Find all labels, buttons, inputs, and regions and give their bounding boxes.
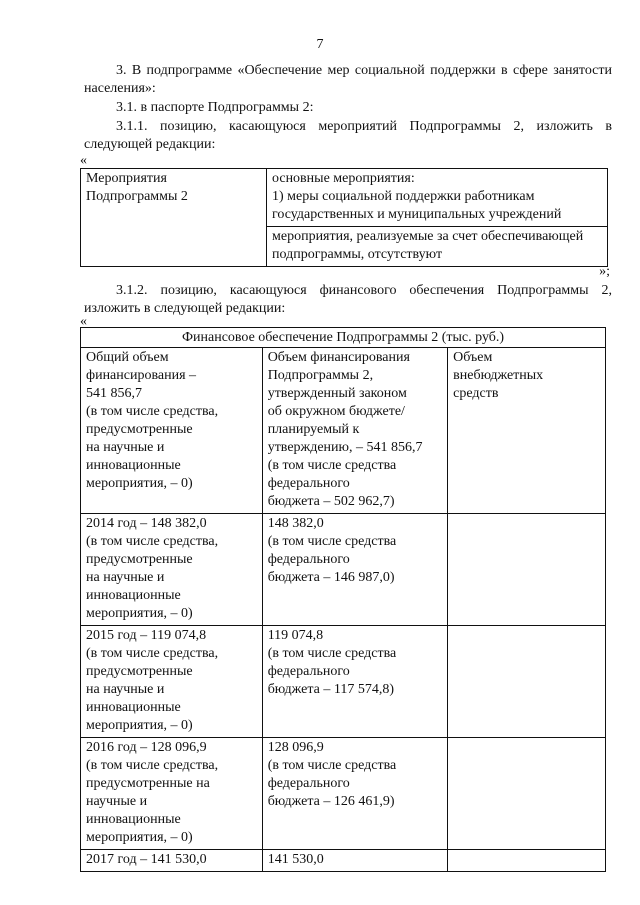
year-budget-cell: 119 074,8 (в том числе средства федерального бюджета – 117 574,8) (262, 626, 447, 738)
open-quote: « (80, 153, 87, 168)
year-extrabudget-cell (448, 626, 606, 738)
table-row (81, 850, 606, 872)
paragraph-3-1: 3.1. в паспорте Подпрограммы 2: (116, 100, 314, 115)
year-extrabudget-cell (448, 738, 606, 850)
financing-table-title: Финансовое обеспечение Подпрограммы 2 (тыс. руб.) (81, 328, 606, 348)
main-measures-cell: основные мероприятия: 1) меры социальной поддержки работникам государственных и муниципальных учреждений (267, 169, 608, 227)
financing-table (80, 327, 606, 872)
total-financing-cell: Общий объем финансирования – 541 856,7 (в том числе средства, предусмотренные на научные и инновационные мероприятия, – 0) (81, 348, 263, 514)
paragraph-3-1-2: 3.1.2. позицию, касающуюся финансового обеспечения Подпрограммы 2, изложить в следующей редакции: (84, 283, 612, 316)
table-header-row (81, 348, 606, 514)
measures-table (80, 168, 608, 267)
year-budget-cell: 141 530,0 (262, 850, 447, 872)
table-row (81, 514, 606, 626)
measures-label-cell: Мероприятия Подпрограммы 2 (81, 169, 267, 267)
close-quote: »; (599, 264, 610, 279)
year-total-cell: 2016 год – 128 096,9 (в том числе средства, предусмотренные на научные и инновационные мероприятия, – 0) (81, 738, 263, 850)
supporting-measures-cell: мероприятия, реализуемые за счет обеспечивающей подпрограммы, отсутствуют (267, 227, 608, 267)
table-title-row (81, 328, 606, 348)
table-row (81, 626, 606, 738)
year-extrabudget-cell (448, 850, 606, 872)
year-extrabudget-cell (448, 514, 606, 626)
page-number: 7 (316, 37, 324, 52)
year-total-cell: 2015 год – 119 074,8 (в том числе средства, предусмотренные на научные и инновационные мероприятия, – 0) (81, 626, 263, 738)
year-total-cell: 2014 год – 148 382,0 (в том числе средства, предусмотренные на научные и инновационные мероприятия, – 0) (81, 514, 263, 626)
paragraph-3: 3. В подпрограмме «Обеспечение мер социальной поддержки в сфере занятости населения»: (84, 63, 612, 96)
table-row (81, 738, 606, 850)
year-budget-cell: 148 382,0 (в том числе средства федерального бюджета – 146 987,0) (262, 514, 447, 626)
open-quote-2: « (80, 314, 87, 329)
extrabudgetary-cell: Объем внебюджетных средств (448, 348, 606, 514)
table-row (81, 169, 608, 227)
paragraph-3-1-1: 3.1.1. позицию, касающуюся мероприятий Подпрограммы 2, изложить в следующей редакции: (84, 119, 612, 152)
year-budget-cell: 128 096,9 (в том числе средства федерального бюджета – 126 461,9) (262, 738, 447, 850)
year-total-cell: 2017 год – 141 530,0 (81, 850, 263, 872)
approved-financing-cell: Объем финансирования Подпрограммы 2, утвержденный законом об окружном бюджете/ планируемый к утверждению, – 541 856,7 (в том числе средства федерального бюджета – 502 962,7) (262, 348, 447, 514)
